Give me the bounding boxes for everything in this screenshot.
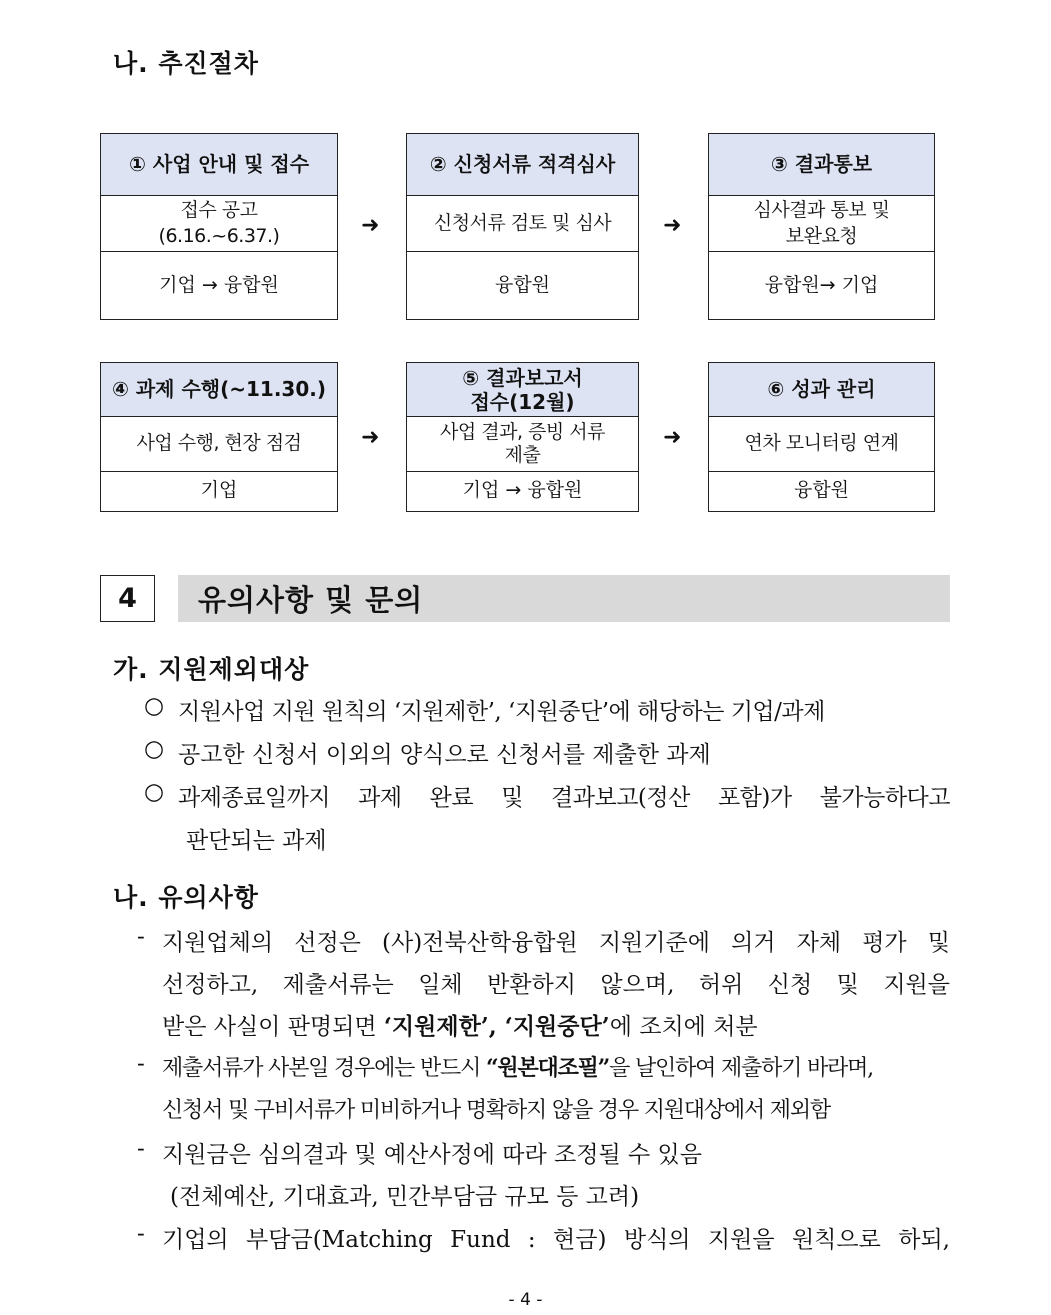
step-desc: 사업 수행, 현장 점검 [101, 417, 337, 472]
note-line [162, 1008, 758, 1041]
note-line: (전체예산, 기대효과, 민간부담금 규모 등 고려) [170, 1184, 640, 1210]
notes-title: 나. 유의사항 [113, 883, 259, 912]
step-box-5 [406, 362, 639, 512]
step-desc: 신청서류 검토 및 심사 [407, 196, 638, 252]
step-header: ① 사업 안내 및 접수 [101, 134, 337, 196]
dash-icon: - [137, 924, 145, 950]
note-line: 신청서 및 구비서류가 미비하거나 명확하지 않을 경우 지원대상에서 제외함 [162, 1098, 830, 1123]
arrow-icon: ➜ [361, 425, 380, 450]
note-line: 기업의 부담금(Matching Fund : 현금) 방식의 지원을 원칙으로 하되, [162, 1227, 950, 1253]
section-title: 유의사항 및 문의 [178, 575, 950, 622]
note-emphasis: “원본대조필” [485, 1055, 610, 1081]
step-header: ⑤ 결과보고서 접수(12월) [407, 363, 638, 417]
step-header: ⑥ 성과 관리 [709, 363, 934, 417]
step-box-2 [406, 133, 639, 320]
step-box-6 [708, 362, 935, 512]
arrow-icon: ➜ [361, 213, 380, 238]
bullet-icon: ○ [144, 693, 165, 719]
note-line: 지원금은 심의결과 및 예산사정에 따라 조정될 수 있음 [162, 1142, 702, 1168]
exclusion-title: 가. 지원제외대상 [113, 655, 310, 684]
dash-icon: - [137, 1051, 145, 1077]
step-box-4 [100, 362, 338, 512]
step-actor: 기업 → 융합원 [159, 273, 279, 296]
section-number: 4 [100, 575, 155, 622]
arrow-icon: ➜ [663, 213, 682, 238]
exclusion-item: 공고한 신청서 이외의 양식으로 신청서를 제출한 과제 [178, 742, 711, 768]
arrow-icon: ➜ [663, 425, 682, 450]
exclusion-item: 지원사업 지원 원칙의 ‘지원제한’, ‘지원중단’에 해당하는 기업/과제 [178, 699, 825, 725]
note-text: 에 조치에 처분 [609, 1014, 758, 1040]
note-line [162, 1051, 873, 1082]
procedure-title: 나. 추진절차 [113, 49, 259, 78]
step-actor: 융합원 [494, 273, 551, 296]
step-box-1 [100, 133, 338, 320]
step-actor: 기업 [200, 479, 238, 502]
step-desc: 접수 공고 (6.16.~6.37.) [101, 196, 337, 252]
note-emphasis: ‘지원제한’, ‘지원중단’ [383, 1013, 610, 1040]
step-desc: 연차 모니터링 연계 [709, 417, 934, 472]
note-text: 을 날인하여 제출하기 바라며, [609, 1056, 873, 1081]
exclusion-item-cont: 판단되는 과제 [186, 828, 327, 854]
step-header: ③ 결과통보 [709, 134, 934, 196]
step-actor: 기업 → 융합원 [462, 479, 583, 502]
step-header: ② 신청서류 적격심사 [407, 134, 638, 196]
bullet-icon: ○ [144, 736, 165, 762]
dash-icon: - [137, 1221, 145, 1247]
note-line: 선정하고, 제출서류는 일체 반환하지 않으며, 허위 신청 및 지원을 [162, 972, 950, 998]
bullet-icon: ○ [144, 779, 165, 805]
page-number: - 4 - [508, 1290, 543, 1310]
note-line: 지원업체의 선정은 (사)전북산학융합원 지원기준에 의거 자체 평가 및 [162, 930, 950, 956]
note-text: 받은 사실이 판명되면 [162, 1014, 384, 1040]
step-actor: 융합원 [793, 479, 850, 502]
dash-icon: - [137, 1136, 145, 1162]
step-desc: 사업 결과, 증빙 서류 제출 [407, 417, 638, 472]
step-header: ④ 과제 수행(~11.30.) [101, 363, 337, 417]
step-box-3 [708, 133, 935, 320]
step-desc: 심사결과 통보 및 보완요청 [709, 196, 934, 252]
exclusion-item: 과제종료일까지 과제 완료 및 결과보고(정산 포함)가 불가능하다고 [178, 785, 950, 811]
step-actor: 융합원→ 기업 [764, 273, 879, 296]
note-text: 제출서류가 사본일 경우에는 반드시 [162, 1056, 486, 1081]
